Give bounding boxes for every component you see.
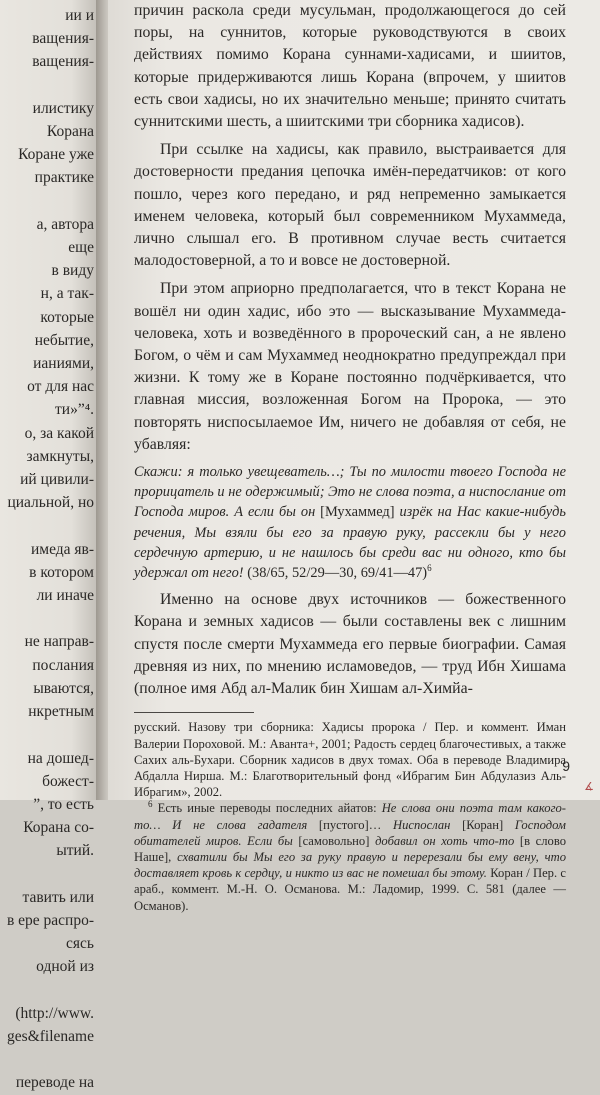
right-page <box>108 0 600 913</box>
footnote-6-bracket-1: [пустого]… <box>318 817 382 832</box>
footnote-6 <box>134 800 566 913</box>
quote-bracket: [Мухаммед] <box>320 504 395 521</box>
left-page-line: в котором <box>29 563 94 581</box>
footnote-6-quote-4: добавил он хоть что-то <box>375 833 515 848</box>
left-page-line: замкнуты, <box>26 447 94 465</box>
footnote-6-source: Коран / Пер. с араб., коммент. М.-Н. О. Османова. М.: Ладомир, 1999. С. 581 (далее — Османов). <box>134 866 566 913</box>
left-page-line: на дошед- <box>27 749 94 767</box>
pencil-mark: ∡ <box>584 781 594 793</box>
left-page-line: илистику <box>32 99 94 117</box>
left-page-line: от для нас <box>27 378 94 396</box>
footnote-marker-6: 6 <box>427 563 432 574</box>
footnote-6-quote-2: Ниспослан <box>393 817 451 832</box>
left-page-line: одной из <box>36 958 94 976</box>
footnote-6-intro: Есть иные переводы последних айатов: <box>157 801 377 816</box>
footnote-continuation: русский. Назову три сборника: Хадисы пророка / Пер. и коммент. Иман Валерии Пороховой. М.: Аванта+, 2001; Радость сердец благочестивых, а также Сахих аль-Бухари. Сборник хадисов в двух томах. Оба в переводе Владимира Абдалла Нирша. М.: Благотворительный фонд «Ибрагим Бин Абдулазиз Аль-Ибрагим», 2002. <box>134 720 566 800</box>
left-page-line: в виду <box>51 262 94 280</box>
left-page-line: ващения- <box>32 30 94 48</box>
left-page-line: еще <box>68 239 94 257</box>
left-page-line: Коране уже <box>18 146 94 164</box>
left-page-line: небытие, <box>34 331 94 349</box>
left-page-line <box>0 979 94 1002</box>
left-page-line <box>0 190 94 213</box>
footnote-6-quote-3: Господом обитателей миров. Если бы <box>134 817 566 848</box>
paragraph-1: причин раскола среди мусульман, продолжающегося до сей поры, на суннитов, которые руководствуются в своих действиях помимо Корана суннами-хадисами, и шиитов, которые придерживаются лишь Корана (впрочем, у шиитов есть свои хадисы, но их значительно меньше; принято считать суннитскими шесть, а шиитскими три сборника хадисов). <box>134 2 566 131</box>
left-page-line: ии и <box>65 7 94 24</box>
paragraph-3: При этом априорно предполагается, что в текст Корана не вошёл ни один хадис, ибо это — высказывание Мухаммеда-человека, хоть и возведённого в пророческий сан, а не явлено Богом, о чём и сам Мухаммед неоднократно предупреждал при жизни. К тому же в Коране постоянно подчёркивается, что главная миссия, возложенная Богом на Пророка, — это повторять ниспосылаемое Им, ничего не добавляя от себя, не убавляя: <box>134 280 566 453</box>
footnote-divider <box>134 712 254 713</box>
left-page-line: циальной, но <box>7 494 94 512</box>
left-page <box>0 0 102 1092</box>
quote-references: (38/65, 52/29—30, 69/41—47) <box>247 565 428 582</box>
left-page-line <box>0 863 94 886</box>
footnote-6-number: 6 <box>148 799 153 810</box>
left-page-line: ытий. <box>56 842 94 860</box>
quote-text-1: Скажи: я только увещеватель…; Ты по милости твоего Господа не прорицатель и не одержимый; Это не слова поэта, а ниспослание от Господа миров. А если бы он <box>134 464 566 521</box>
left-page-line: переводе на <box>15 1074 94 1092</box>
left-page-line: тавить или <box>22 888 94 906</box>
paragraph-4: Именно на основе двух источников — божественного Корана и земных хадисов — были составлены век с лишним спустя после смерти Мухаммеда его первые биографии. Самая древняя из них, по мнению исламоведов, — труд Ибн Хишама (полное имя Абд ал-Малик бин Хишам ал-Химйа- <box>134 591 566 698</box>
left-page-line: о, за какой <box>24 424 94 442</box>
left-page-line: а, автора <box>36 215 94 233</box>
left-page-line: практике <box>34 169 94 187</box>
left-page-line: сясь <box>66 935 94 953</box>
paragraph-2: При ссылке на хадисы, как правило, выстраивается для достоверности предания цепочка имён-передатчиков: от кого пошло, через кого передано, и ряд непременно замыкается именем человека, который был современником Мухаммеда, лично слышал его. В противном случае весть считается малодостоверной, а то и вовсе не достоверной. <box>134 141 566 270</box>
left-page-line: ”, то есть <box>33 795 94 813</box>
footnote-6-quote-5: схватили бы Мы его за руку правую и перерезали бы ему вену, что доставляет кровь к сердцу, и никто из вас не помешал бы этому. <box>134 849 566 881</box>
left-page-line: ти»”⁴. <box>55 401 94 419</box>
left-page-line: Корана <box>46 123 94 141</box>
left-page-line: которые <box>40 308 94 326</box>
left-page-line: послания <box>32 656 94 674</box>
left-page-line: ges&filename <box>7 1027 94 1045</box>
footnote-6-quote-1: Не слова они поэта там какого-то… И не слова гадателя <box>134 801 566 832</box>
left-page-line <box>0 607 94 630</box>
left-page-line: ли иначе <box>36 587 94 605</box>
page-number: 9 <box>562 758 570 774</box>
left-page-text <box>0 4 94 1095</box>
left-page-line: н, а так- <box>40 285 94 303</box>
left-page-line <box>0 723 94 746</box>
left-page-line: божест- <box>42 772 94 790</box>
left-page-line: имеда яв- <box>30 540 94 558</box>
footnote-6-bracket-4: [в слово Наше], <box>134 833 567 864</box>
left-page-line: нкретным <box>28 703 94 721</box>
left-page-line: ианиями, <box>33 355 94 373</box>
footnote-6-bracket-2: [Коран] <box>462 817 504 832</box>
quran-quote <box>134 462 566 583</box>
left-page-line: в ере распро- <box>6 911 94 929</box>
left-page-line: ващения- <box>32 53 94 71</box>
left-page-line: (http://www. <box>15 1004 94 1022</box>
footnote-6-bracket-3: [самовольно] <box>298 833 370 848</box>
left-page-line: Корана со- <box>23 819 94 837</box>
left-page-line <box>0 514 94 537</box>
left-page-line: ываются, <box>33 679 94 697</box>
quote-text-2: изрёк на Нас какие-нибудь речения, Мы взяли бы его за правую руку, рассекли бы у него сердечную артерию, и не нашлось бы среди вас ни одного, кто бы удержал от него! <box>134 504 566 582</box>
main-text-column <box>134 0 566 914</box>
left-page-line: ий цивили- <box>20 471 94 489</box>
left-page-line: не направ- <box>24 633 94 651</box>
left-page-line <box>0 1048 94 1071</box>
left-page-line <box>0 74 94 97</box>
